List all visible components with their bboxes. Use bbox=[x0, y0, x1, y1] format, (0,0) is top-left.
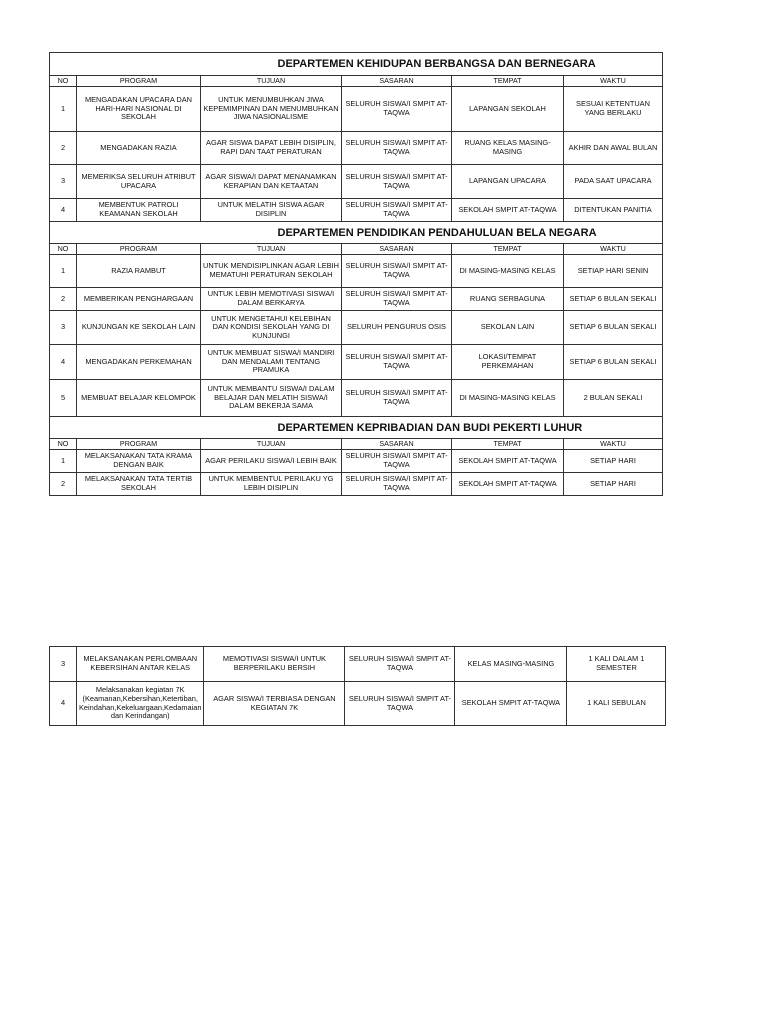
cell-tujuan: AGAR SISWA/I DAPAT MENANAMKAN KERAPIAN DAN KETAATAN bbox=[201, 165, 342, 199]
program-table bbox=[49, 52, 663, 496]
table-row bbox=[50, 132, 663, 165]
cell-program: MEMBUAT BELAJAR KELOMPOK bbox=[77, 380, 201, 417]
cell-sasaran: SELURUH SISWA/I SMPIT AT-TAQWA bbox=[342, 132, 452, 165]
table-row bbox=[50, 345, 663, 380]
section-title: DEPARTEMEN KEHIDUPAN BERBANGSA DAN BERNEGARA bbox=[201, 53, 663, 76]
cell-program: MENGADAKAN RAZIA bbox=[77, 132, 201, 165]
cell-waktu: SETIAP HARI bbox=[564, 450, 663, 473]
cell-program: MELAKSANAKAN TATA KRAMA DENGAN BAIK bbox=[77, 450, 201, 473]
cell-tujuan: UNTUK LEBIH MEMOTIVASI SISWA/I DALAM BERKARYA bbox=[201, 288, 342, 311]
cell-tujuan: UNTUK MELATIH SISWA AGAR DISIPLIN bbox=[201, 199, 342, 222]
cell-waktu: AKHIR DAN AWAL BULAN bbox=[564, 132, 663, 165]
section-title-row bbox=[50, 222, 663, 244]
section-title-row bbox=[50, 53, 663, 76]
table-row bbox=[50, 473, 663, 496]
section-title-spacer bbox=[50, 222, 201, 244]
table-header-row bbox=[50, 76, 663, 87]
program-table-body bbox=[50, 53, 663, 496]
table-header-row bbox=[50, 439, 663, 450]
column-header-no: NO bbox=[50, 439, 77, 450]
cell-tujuan: AGAR SISWA/I TERBIASA DENGAN KEGIATAN 7K bbox=[204, 682, 345, 726]
cell-sasaran: SELURUH SISWA/I SMPIT AT-TAQWA bbox=[342, 450, 452, 473]
cell-program: MELAKSANAKAN TATA TERTIB SEKOLAH bbox=[77, 473, 201, 496]
cell-no: 3 bbox=[50, 647, 77, 682]
cell-tempat: SEKOLAH SMPIT AT-TAQWA bbox=[452, 473, 564, 496]
cell-program: MENGADAKAN UPACARA DAN HARI-HARI NASIONAL DI SEKOLAH bbox=[77, 87, 201, 132]
cell-sasaran: SELURUH SISWA/I SMPIT AT-TAQWA bbox=[345, 682, 455, 726]
column-header-program: PROGRAM bbox=[77, 244, 201, 255]
cell-tujuan: MEMOTIVASI SISWA/I UNTUK BERPERILAKU BERSIH bbox=[204, 647, 345, 682]
cell-sasaran: SELURUH SISWA/I SMPIT AT-TAQWA bbox=[342, 165, 452, 199]
cell-waktu: DITENTUKAN PANITIA bbox=[564, 199, 663, 222]
column-header-tujuan: TUJUAN bbox=[201, 76, 342, 87]
cell-tujuan: UNTUK MEMBANTU SISWA/I DALAM BELAJAR DAN MELATIH SISWA/I DALAM BEKERJA SAMA bbox=[201, 380, 342, 417]
cell-tempat: KELAS MASING-MASING bbox=[455, 647, 567, 682]
section-title-spacer bbox=[50, 53, 201, 76]
column-header-waktu: WAKTU bbox=[564, 76, 663, 87]
column-header-tujuan: TUJUAN bbox=[201, 439, 342, 450]
cell-tujuan: UNTUK MEMBENTUL PERILAKU YG LEBIH DISIPLIN bbox=[201, 473, 342, 496]
cell-tujuan: UNTUK MEMBUAT SISWA/I MANDIRI DAN MENDALAMI TENTANG PRAMUKA bbox=[201, 345, 342, 380]
column-header-tujuan: TUJUAN bbox=[201, 244, 342, 255]
cell-waktu: 2 BULAN SEKALI bbox=[564, 380, 663, 417]
cell-tujuan: UNTUK MENDISIPLINKAN AGAR LEBIH MEMATUHI PERATURAN SEKOLAH bbox=[201, 255, 342, 288]
cell-no: 4 bbox=[50, 345, 77, 380]
column-header-tempat: TEMPAT bbox=[452, 76, 564, 87]
cell-tempat: DI MASING-MASING KELAS bbox=[452, 255, 564, 288]
table-row bbox=[50, 380, 663, 417]
cell-tujuan: AGAR PERILAKU SISWA/I LEBIH BAIK bbox=[201, 450, 342, 473]
cell-program: RAZIA RAMBUT bbox=[77, 255, 201, 288]
cell-program: KUNJUNGAN KE SEKOLAH LAIN bbox=[77, 311, 201, 345]
column-header-no: NO bbox=[50, 244, 77, 255]
cell-tempat: LAPANGAN UPACARA bbox=[452, 165, 564, 199]
cell-sasaran: SELURUH SISWA/I SMPIT AT-TAQWA bbox=[345, 647, 455, 682]
cell-sasaran: SELURUH SISWA/I SMPIT AT-TAQWA bbox=[342, 199, 452, 222]
section-title: DEPARTEMEN KEPRIBADIAN DAN BUDI PEKERTI LUHUR bbox=[201, 417, 663, 439]
cell-waktu: PADA SAAT UPACARA bbox=[564, 165, 663, 199]
cell-tempat: LOKASI/TEMPAT PERKEMAHAN bbox=[452, 345, 564, 380]
section-title-spacer bbox=[50, 417, 201, 439]
cell-no: 3 bbox=[50, 311, 77, 345]
cell-no: 2 bbox=[50, 288, 77, 311]
cell-sasaran: SELURUH SISWA/I SMPIT AT-TAQWA bbox=[342, 255, 452, 288]
cell-sasaran: SELURUH SISWA/I SMPIT AT-TAQWA bbox=[342, 380, 452, 417]
cell-waktu: SETIAP 6 BULAN SEKALI bbox=[564, 345, 663, 380]
program-table-continued-body bbox=[50, 647, 666, 726]
table-row bbox=[50, 255, 663, 288]
cell-tempat: SEKOLAH SMPIT AT-TAQWA bbox=[452, 450, 564, 473]
cell-no: 1 bbox=[50, 255, 77, 288]
cell-tempat: RUANG KELAS MASING-MASING bbox=[452, 132, 564, 165]
column-header-program: PROGRAM bbox=[77, 439, 201, 450]
section-title-row bbox=[50, 417, 663, 439]
cell-tempat: DI MASING-MASING KELAS bbox=[452, 380, 564, 417]
cell-no: 3 bbox=[50, 165, 77, 199]
cell-program: Melaksanakan kegiatan 7K (Keamanan,Kebersihan,Ketertiban, Keindahan,Kekeluargaan,Kedamaian dan Kerindangan) bbox=[77, 682, 204, 726]
column-header-tempat: TEMPAT bbox=[452, 439, 564, 450]
table-row bbox=[50, 450, 663, 473]
cell-no: 4 bbox=[50, 199, 77, 222]
column-header-no: NO bbox=[50, 76, 77, 87]
table-row bbox=[50, 288, 663, 311]
column-header-tempat: TEMPAT bbox=[452, 244, 564, 255]
cell-program: MEMBERIKAN PENGHARGAAN bbox=[77, 288, 201, 311]
cell-sasaran: SELURUH SISWA/I SMPIT AT-TAQWA bbox=[342, 87, 452, 132]
cell-tempat: SEKOLAH SMPIT AT-TAQWA bbox=[455, 682, 567, 726]
cell-no: 4 bbox=[50, 682, 77, 726]
cell-tempat: SEKOLAH SMPIT AT-TAQWA bbox=[452, 199, 564, 222]
cell-tempat: SEKOLAN LAIN bbox=[452, 311, 564, 345]
cell-program: MEMBENTUK PATROLI KEAMANAN SEKOLAH bbox=[77, 199, 201, 222]
cell-waktu: SETIAP 6 BULAN SEKALI bbox=[564, 288, 663, 311]
cell-tempat: LAPANGAN SEKOLAH bbox=[452, 87, 564, 132]
cell-tujuan: UNTUK MENUMBUHKAN JIWA KEPEMIMPINAN DAN MENUMBUHKAN JIWA NASIONALISME bbox=[201, 87, 342, 132]
cell-tujuan: UNTUK MENGETAHUI KELEBIHAN DAN KONDISI SEKOLAH YANG DI KUNJUNGI bbox=[201, 311, 342, 345]
column-header-sasaran: SASARAN bbox=[342, 439, 452, 450]
cell-program: MENGADAKAN PERKEMAHAN bbox=[77, 345, 201, 380]
cell-no: 2 bbox=[50, 473, 77, 496]
cell-sasaran: SELURUH SISWA/I SMPIT AT-TAQWA bbox=[342, 288, 452, 311]
cell-sasaran: SELURUH SISWA/I SMPIT AT-TAQWA bbox=[342, 473, 452, 496]
column-header-waktu: WAKTU bbox=[564, 439, 663, 450]
column-header-program: PROGRAM bbox=[77, 76, 201, 87]
table-row bbox=[50, 682, 666, 726]
cell-waktu: SETIAP 6 BULAN SEKALI bbox=[564, 311, 663, 345]
cell-waktu: SETIAP HARI SENIN bbox=[564, 255, 663, 288]
cell-program: MEMERIKSA SELURUH ATRIBUT UPACARA bbox=[77, 165, 201, 199]
cell-tujuan: AGAR SISWA DAPAT LEBIH DISIPLIN, RAPI DAN TAAT PERATURAN bbox=[201, 132, 342, 165]
cell-waktu: 1 KALI SEBULAN bbox=[567, 682, 666, 726]
cell-program: MELAKSANAKAN PERLOMBAAN KEBERSIHAN ANTAR KELAS bbox=[77, 647, 204, 682]
cell-no: 5 bbox=[50, 380, 77, 417]
section-title: DEPARTEMEN PENDIDIKAN PENDAHULUAN BELA NEGARA bbox=[201, 222, 663, 244]
cell-waktu: SESUAI KETENTUAN YANG BERLAKU bbox=[564, 87, 663, 132]
column-header-waktu: WAKTU bbox=[564, 244, 663, 255]
cell-no: 1 bbox=[50, 450, 77, 473]
cell-sasaran: SELURUH PENGURUS OSIS bbox=[342, 311, 452, 345]
program-table-continued bbox=[49, 646, 666, 726]
table-header-row bbox=[50, 244, 663, 255]
cell-waktu: 1 KALI DALAM 1 SEMESTER bbox=[567, 647, 666, 682]
cell-no: 1 bbox=[50, 87, 77, 132]
cell-waktu: SETIAP HARI bbox=[564, 473, 663, 496]
column-header-sasaran: SASARAN bbox=[342, 244, 452, 255]
table-row bbox=[50, 87, 663, 132]
cell-no: 2 bbox=[50, 132, 77, 165]
column-header-sasaran: SASARAN bbox=[342, 76, 452, 87]
cell-sasaran: SELURUH SISWA/I SMPIT AT-TAQWA bbox=[342, 345, 452, 380]
table-row bbox=[50, 165, 663, 199]
cell-tempat: RUANG SERBAGUNA bbox=[452, 288, 564, 311]
table-row bbox=[50, 647, 666, 682]
table-row bbox=[50, 199, 663, 222]
table-row bbox=[50, 311, 663, 345]
